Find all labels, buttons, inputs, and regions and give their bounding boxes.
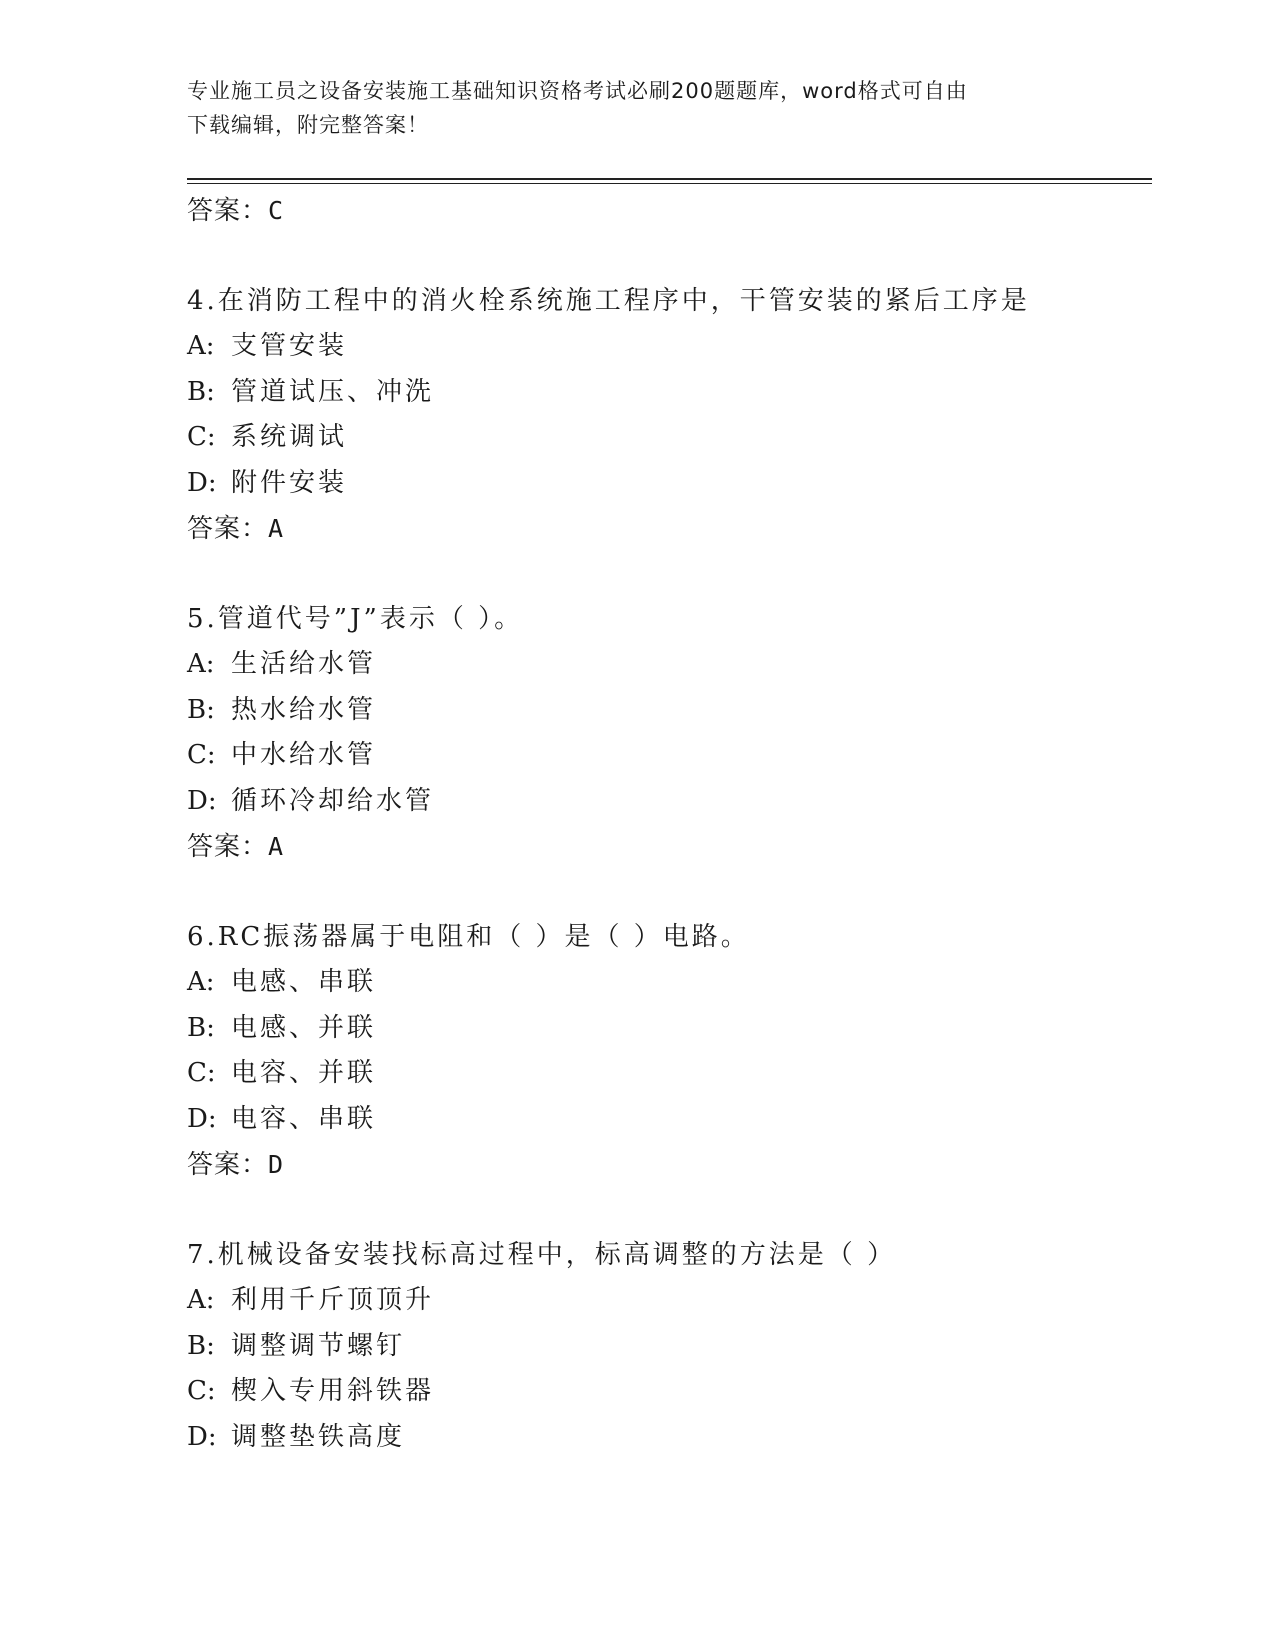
option-c	[187, 415, 1147, 461]
option-text: 系统调试	[231, 422, 348, 452]
option-letter: A:	[187, 649, 215, 679]
answer-line	[187, 506, 1147, 552]
answer-value: A	[268, 514, 285, 543]
option-text: 电容、并联	[231, 1058, 377, 1088]
option-letter: D:	[187, 1103, 217, 1134]
option-letter: C:	[187, 1376, 216, 1406]
option-letter: D:	[187, 467, 217, 498]
answer-label: 答案：	[187, 832, 269, 862]
option-letter: C:	[187, 740, 216, 770]
option-a	[187, 642, 1147, 688]
option-letter: B:	[187, 376, 215, 407]
answer-value: D	[268, 1150, 285, 1179]
question-block	[187, 278, 1147, 552]
option-b	[187, 688, 1147, 734]
option-letter: C:	[187, 422, 216, 452]
option-text: 调整调节螺钉	[231, 1330, 406, 1361]
spacer	[187, 234, 1147, 278]
question-list	[187, 188, 1147, 1460]
option-d	[187, 1415, 1147, 1461]
option-a	[187, 960, 1147, 1006]
spacer	[187, 870, 1147, 914]
question-block	[187, 1232, 1147, 1460]
option-text: 生活给水管	[231, 649, 377, 679]
option-letter: A:	[187, 967, 215, 997]
spacer	[187, 552, 1147, 596]
question-text: 7.机械设备安装找标高过程中，标高调整的方法是（ ）	[187, 1240, 897, 1270]
option-text: 利用千斤顶顶升	[231, 1285, 435, 1315]
option-letter: A:	[187, 1285, 215, 1315]
option-letter: C:	[187, 1058, 216, 1088]
option-b	[187, 1006, 1147, 1052]
option-letter: A:	[187, 331, 215, 361]
option-letter: B:	[187, 1330, 215, 1361]
option-c	[187, 1051, 1147, 1097]
document-header	[187, 74, 1067, 142]
header-line-2: 下载编辑，附完整答案！	[187, 113, 429, 137]
answer-label: 答案：	[187, 1150, 269, 1180]
option-c	[187, 1369, 1147, 1415]
option-text: 电容、串联	[231, 1103, 377, 1134]
option-b	[187, 1324, 1147, 1370]
option-text: 中水给水管	[231, 740, 377, 770]
option-text: 热水给水管	[231, 694, 377, 725]
option-d	[187, 461, 1147, 507]
option-text: 调整垫铁高度	[231, 1421, 406, 1452]
option-a	[187, 1278, 1147, 1324]
answer-line	[187, 1142, 1147, 1188]
option-letter: B:	[187, 1012, 215, 1043]
answer-label: 答案：	[187, 196, 269, 226]
option-letter: D:	[187, 785, 217, 816]
option-c	[187, 733, 1147, 779]
option-text: 电感、串联	[231, 967, 377, 997]
option-b	[187, 370, 1147, 416]
question-text: 6.RC振荡器属于电阻和（ ）是（ ）电路。	[187, 922, 750, 952]
option-letter: B:	[187, 694, 215, 725]
header-divider-thin	[187, 183, 1152, 184]
answer-value: A	[268, 832, 285, 861]
answer-line	[187, 824, 1147, 870]
question-block	[187, 596, 1147, 870]
option-text: 支管安装	[231, 331, 348, 361]
option-text: 附件安装	[231, 467, 348, 498]
header-line-1: 专业施工员之设备安装施工基础知识资格考试必刷200题题库，word格式可自由	[187, 79, 968, 103]
option-text: 楔入专用斜铁器	[231, 1376, 435, 1406]
option-d	[187, 779, 1147, 825]
answer-label: 答案：	[187, 514, 269, 544]
option-text: 循环冷却给水管	[231, 785, 435, 816]
option-letter: D:	[187, 1421, 217, 1452]
header-divider-thick	[187, 178, 1152, 180]
spacer	[187, 1188, 1147, 1232]
answer-value: C	[268, 196, 285, 225]
answer-line	[187, 188, 1147, 234]
question-text: 4.在消防工程中的消火栓系统施工程序中，干管安装的紧后工序是	[187, 286, 1030, 316]
option-text: 电感、并联	[231, 1012, 377, 1043]
question-block	[187, 914, 1147, 1188]
option-d	[187, 1097, 1147, 1143]
option-text: 管道试压、冲洗	[231, 376, 435, 407]
option-a	[187, 324, 1147, 370]
question-text: 5.管道代号”J”表示（ ）。	[187, 604, 524, 634]
